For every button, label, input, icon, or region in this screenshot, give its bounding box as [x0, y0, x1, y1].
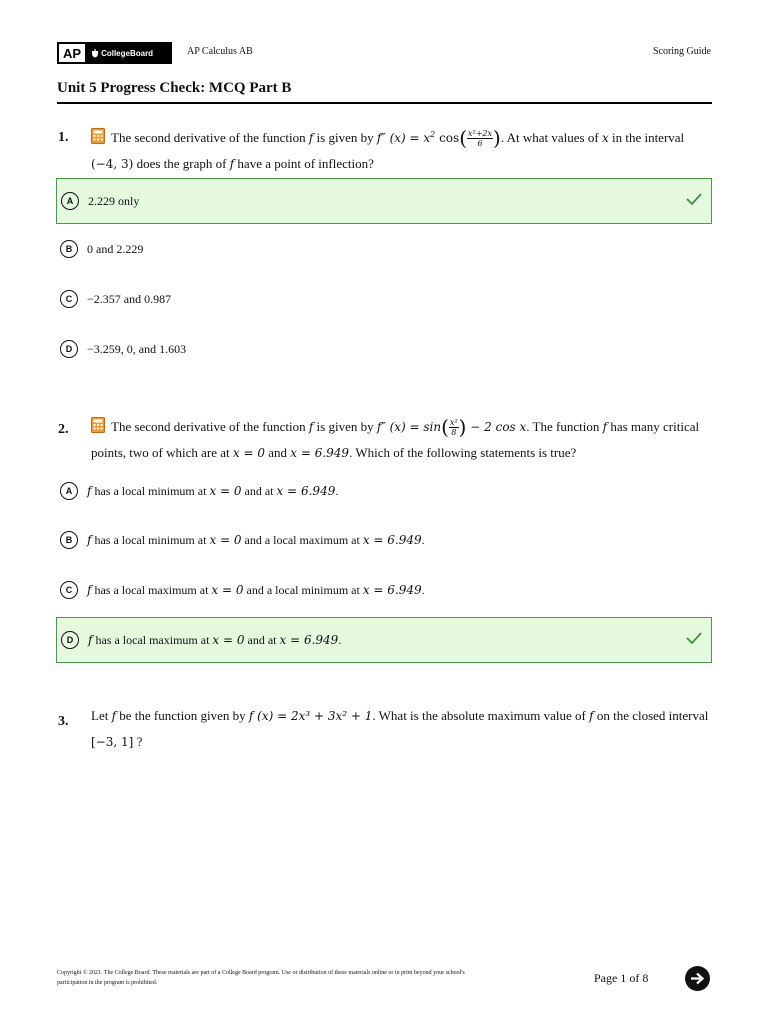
- ap-mark: AP: [59, 44, 85, 62]
- option-text: −2.357 and 0.987: [87, 291, 172, 306]
- question-1-text: The second derivative of the function f is given by f″ $(x) = x^2$ cos( $\frac{\text{x²+2x}}{6}$ ). At what values of x in the interval (−4, 3) does the graph of f have a point of inflection?: [91, 126, 685, 171]
- option-a[interactable]: [56, 468, 712, 514]
- option-text: f has a local maximum at x = 0 and at x = 6.949.: [88, 632, 342, 647]
- page-indicator: Page 1 of 8: [594, 971, 649, 985]
- option-a-correct[interactable]: [56, 178, 712, 224]
- option-d-correct[interactable]: [56, 617, 712, 663]
- option-letter: B: [60, 531, 78, 549]
- option-letter: A: [61, 192, 79, 210]
- option-text: 0 and 2.229: [87, 241, 144, 256]
- brand-name: CollegeBoard: [101, 48, 154, 58]
- option-b[interactable]: [56, 517, 712, 563]
- option-c[interactable]: [56, 567, 712, 613]
- function-expression: f (x) = 2x³ + 3x² + 1: [248, 709, 373, 723]
- option-letter: C: [60, 290, 78, 308]
- second-derivative-expression: f″ (x) = sin( $\frac{\text{x²}}{8}$ ) − 2 cos x: [376, 415, 527, 439]
- option-text: f has a local maximum at x = 0 and a local minimum at x = 6.949.: [87, 582, 425, 597]
- collegeboard-brand: [91, 49, 153, 58]
- option-letter: D: [60, 340, 78, 358]
- course-name: AP Calculus AB: [187, 46, 253, 57]
- interval: (−4, 3): [91, 157, 134, 171]
- interval: [−3, 1]: [91, 735, 134, 749]
- option-letter: A: [60, 482, 78, 500]
- acorn-icon: [91, 49, 99, 58]
- ap-collegeboard-logo: [57, 42, 172, 64]
- copyright-notice: Copyright © 2021. The College Board. These materials are part of a College Board program. Use or distribution of these materials online or in print beyond your school's participation in the program is prohibited.: [57, 970, 465, 986]
- option-text: −3.259, 0, and 1.603: [87, 341, 187, 356]
- option-c[interactable]: [56, 276, 712, 322]
- calculator-icon: [91, 128, 105, 144]
- option-text: f has a local minimum at x = 0 and a local maximum at x = 6.949.: [87, 532, 425, 547]
- check-icon: [685, 631, 703, 645]
- next-page-button[interactable]: [685, 966, 710, 991]
- calculator-icon: [91, 417, 105, 433]
- option-b[interactable]: [56, 226, 712, 272]
- question-number: 2.: [58, 422, 69, 437]
- second-derivative-expression: f″ $(x) = x^2$ cos( $\frac{\text{x²+2x}}{6}$ ): [376, 126, 501, 150]
- question-2-text: The second derivative of the function f is given by f″ (x) = sin( $\frac{\text{x²}}{8}$ ) − 2 cos x. The function f has many critical points, two of which are at x = 0 and x = 6.949. Which of the following statements is true?: [91, 415, 700, 460]
- option-letter: D: [61, 631, 79, 649]
- option-text: f has a local minimum at x = 0 and at x = 6.949.: [87, 483, 339, 498]
- question-number: 3.: [58, 714, 69, 729]
- scoring-guide-label: Scoring Guide: [652, 46, 711, 57]
- option-text: 2.229 only: [88, 193, 140, 208]
- title-divider: [57, 102, 712, 104]
- option-letter: C: [60, 581, 78, 599]
- check-icon: [685, 192, 703, 206]
- question-3-text: Let f be the function given by f (x) = 2x³ + 3x² + 1. What is the absolute maximum value of f on the closed interval [−3, 1] ?: [91, 708, 709, 749]
- question-number: 1.: [58, 130, 69, 145]
- option-d[interactable]: [56, 326, 712, 372]
- arrow-right-icon: [690, 972, 705, 985]
- page-title: Unit 5 Progress Check: MCQ Part B: [57, 80, 292, 96]
- option-letter: B: [60, 240, 78, 258]
